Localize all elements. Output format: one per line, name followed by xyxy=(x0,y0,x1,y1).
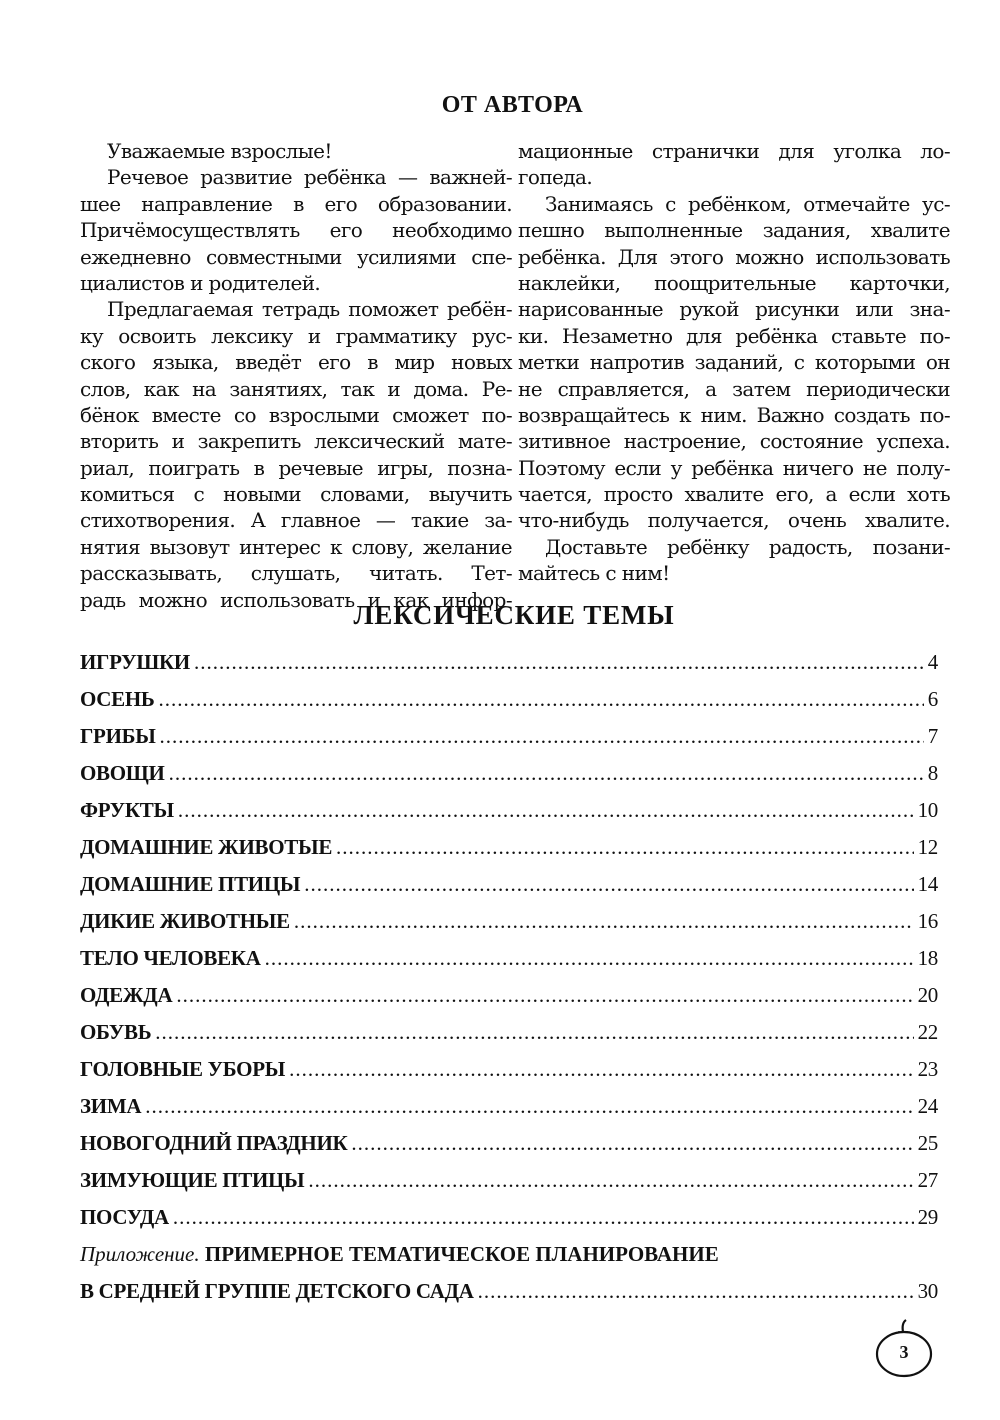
text-line: Уважаемые взрослые! xyxy=(107,139,332,163)
toc-leader-dots xyxy=(160,724,924,749)
toc-leader-dots xyxy=(169,761,924,786)
toc-leader-dots xyxy=(308,1168,913,1193)
author-text-right-column xyxy=(518,138,950,587)
toc-entry-title: ОБУВЬ xyxy=(80,1020,152,1044)
toc-entry-page: 7 xyxy=(927,724,938,748)
text-line: Занимаясь с ребёнком, отмечайте ус- xyxy=(545,191,950,216)
text-line: майтесь с ним! xyxy=(518,561,670,586)
toc-entry-title: ТЕЛО ЧЕЛОВЕКА xyxy=(80,946,261,970)
toc-leader-dots xyxy=(176,983,913,1008)
text-line: чается, просто хвалите его, а если хоть xyxy=(518,482,950,507)
toc-entry-page: 6 xyxy=(927,687,938,711)
topics-heading: ЛЕКСИЧЕСКИЕ ТЕМЫ xyxy=(353,600,675,630)
toc-entry-page: 24 xyxy=(917,1094,938,1118)
toc-entry[interactable] xyxy=(80,724,938,761)
toc-entry-page: 22 xyxy=(917,1020,938,1044)
toc-entry[interactable] xyxy=(80,650,938,687)
text-line: зитивное настроение, состояние успеха. xyxy=(518,429,950,454)
text-line: ского языка, введёт его в мир новых xyxy=(80,350,512,375)
toc-leader-dots xyxy=(155,1020,913,1045)
toc-entry-title: ГОЛОВНЫЕ УБОРЫ xyxy=(80,1057,286,1081)
toc-entry-title: ОСЕНЬ xyxy=(80,687,155,711)
text-line: возвращайтесь к ним. Важно создать по- xyxy=(518,402,950,427)
toc-entry-title: ПОСУДА xyxy=(80,1205,169,1229)
toc-entry[interactable] xyxy=(80,761,938,798)
text-line: наклейки, поощрительные карточки, xyxy=(518,270,950,295)
toc-entry-title: ГРИБЫ xyxy=(80,724,156,748)
text-line: Доставьте ребёнку радость, позани- xyxy=(545,534,950,559)
text-line: бёнок вместе со взрослыми сможет по- xyxy=(80,402,512,427)
toc-entry[interactable] xyxy=(80,1020,938,1057)
toc-entry-title: НОВОГОДНИЙ ПРАЗДНИК xyxy=(80,1131,348,1155)
toc-leader-dots xyxy=(194,650,924,675)
toc-entry[interactable] xyxy=(80,1168,938,1205)
text-line: вторить и закрепить лексический мате- xyxy=(80,429,512,454)
toc-entry-title: ОВОЩИ xyxy=(80,761,165,785)
toc-entry-page: 10 xyxy=(917,798,938,822)
toc-entry-title: ЗИМУЮЩИЕ ПТИЦЫ xyxy=(80,1168,305,1192)
text-line: Поэтому если у ребёнка ничего не полу- xyxy=(518,455,950,480)
toc-leader-dots xyxy=(265,946,914,971)
toc-entry-page: 12 xyxy=(917,835,938,859)
toc-entry[interactable] xyxy=(80,1094,938,1131)
text-line: ку освоить лексику и грамматику рус- xyxy=(80,323,512,348)
toc-entry[interactable] xyxy=(80,872,938,909)
text-line: не справляется, а затем периодически xyxy=(518,376,950,401)
toc-entry-title: ДИКИЕ ЖИВОТНЫЕ xyxy=(80,909,290,933)
table-of-contents xyxy=(80,650,938,1316)
toc-leader-dots xyxy=(351,1131,913,1156)
text-line: слов, как на занятиях, так и дома. Ре- xyxy=(80,376,512,401)
toc-entry-page: 8 xyxy=(927,761,938,785)
text-line: ки. Незаметно для ребёнка ставьте по- xyxy=(518,323,950,348)
appendix-title-part2: В СРЕДНЕЙ ГРУППЕ ДЕТСКОГО САДА xyxy=(80,1279,474,1303)
appendix-title-part1: ПРИМЕРНОЕ ТЕМАТИЧЕСКОЕ ПЛАНИРОВАНИЕ xyxy=(204,1242,719,1266)
toc-entry[interactable] xyxy=(80,835,938,872)
text-line: пешно выполненные задания, хвалите xyxy=(518,218,950,243)
text-line: рассказывать, слушать, читать. Тет- xyxy=(80,561,512,586)
toc-entry-page: 27 xyxy=(917,1168,938,1192)
text-line: Причёмосуществлять его необходимо xyxy=(80,218,512,243)
toc-entry[interactable] xyxy=(80,1057,938,1094)
toc-leader-dots xyxy=(478,1279,914,1304)
toc-leader-dots xyxy=(158,687,923,712)
toc-leader-dots xyxy=(289,1057,914,1082)
toc-entry-title: ДОМАШНИЕ ПТИЦЫ xyxy=(80,872,301,896)
toc-entry[interactable] xyxy=(80,909,938,946)
text-line: что-нибудь получается, очень хвалите. xyxy=(518,508,950,533)
toc-leader-dots xyxy=(173,1205,914,1230)
text-line: комиться с новыми словами, выучить xyxy=(80,482,512,507)
toc-entry[interactable] xyxy=(80,687,938,724)
text-line: стихотворения. А главное — такие за- xyxy=(80,508,512,533)
toc-appendix-line2[interactable] xyxy=(80,1279,938,1316)
toc-leader-dots xyxy=(304,872,913,897)
text-line: гопеда. xyxy=(518,165,593,190)
toc-entry-page: 29 xyxy=(917,1205,938,1229)
toc-entry-title: ИГРУШКИ xyxy=(80,650,190,674)
toc-appendix-line1[interactable] xyxy=(80,1242,938,1279)
text-line: шее направление в его образовании. xyxy=(80,191,512,216)
appendix-page-number: 30 xyxy=(917,1279,938,1303)
toc-entry-page: 16 xyxy=(917,909,938,933)
toc-entry[interactable] xyxy=(80,1205,938,1242)
toc-entry-page: 18 xyxy=(917,946,938,970)
toc-leader-dots xyxy=(336,835,914,860)
text-line: циалистов и родителей. xyxy=(80,270,321,295)
author-text-left-column xyxy=(80,138,512,613)
toc-entry[interactable] xyxy=(80,798,938,835)
text-line: мационные странички для уголка ло- xyxy=(518,139,950,163)
text-line: нятия вызовут интерес к слову, желание xyxy=(80,534,512,559)
toc-entry-title: ФРУКТЫ xyxy=(80,798,174,822)
text-line: Предлагаемая тетрадь поможет ребён- xyxy=(107,297,512,322)
text-line: нарисованные рукой рисунки или зна- xyxy=(518,297,950,322)
toc-entry-page: 23 xyxy=(917,1057,938,1081)
toc-entry[interactable] xyxy=(80,946,938,983)
text-line: радь можно использовать и как инфор- xyxy=(80,587,512,612)
appendix-label: Приложение. xyxy=(80,1242,200,1266)
text-line: Речевое развитие ребёнка — важней- xyxy=(107,165,512,190)
text-line: метки напротив заданий, с которыми он xyxy=(518,350,950,375)
toc-entry[interactable] xyxy=(80,1131,938,1168)
text-line: риал, поиграть в речевые игры, позна- xyxy=(80,455,512,480)
toc-entry-page: 25 xyxy=(917,1131,938,1155)
toc-entry-page: 4 xyxy=(927,650,938,674)
toc-leader-dots xyxy=(294,909,914,934)
toc-entry-title: ОДЕЖДА xyxy=(80,983,173,1007)
page-number: 3 xyxy=(899,1342,909,1362)
toc-entry-title: ДОМАШНИЕ ЖИВОТЫЕ xyxy=(80,835,333,859)
toc-leader-dots xyxy=(178,798,914,823)
toc-entry[interactable] xyxy=(80,983,938,1020)
author-heading: ОТ АВТОРА xyxy=(441,92,584,118)
text-line: ребёнка. Для этого можно использовать xyxy=(518,244,950,269)
toc-leader-dots xyxy=(145,1094,913,1119)
toc-entry-page: 14 xyxy=(917,872,938,896)
toc-entry-title: ЗИМА xyxy=(80,1094,142,1118)
toc-entry-page: 20 xyxy=(917,983,938,1007)
text-line: ежедневно совместными усилиями спе- xyxy=(80,244,512,269)
